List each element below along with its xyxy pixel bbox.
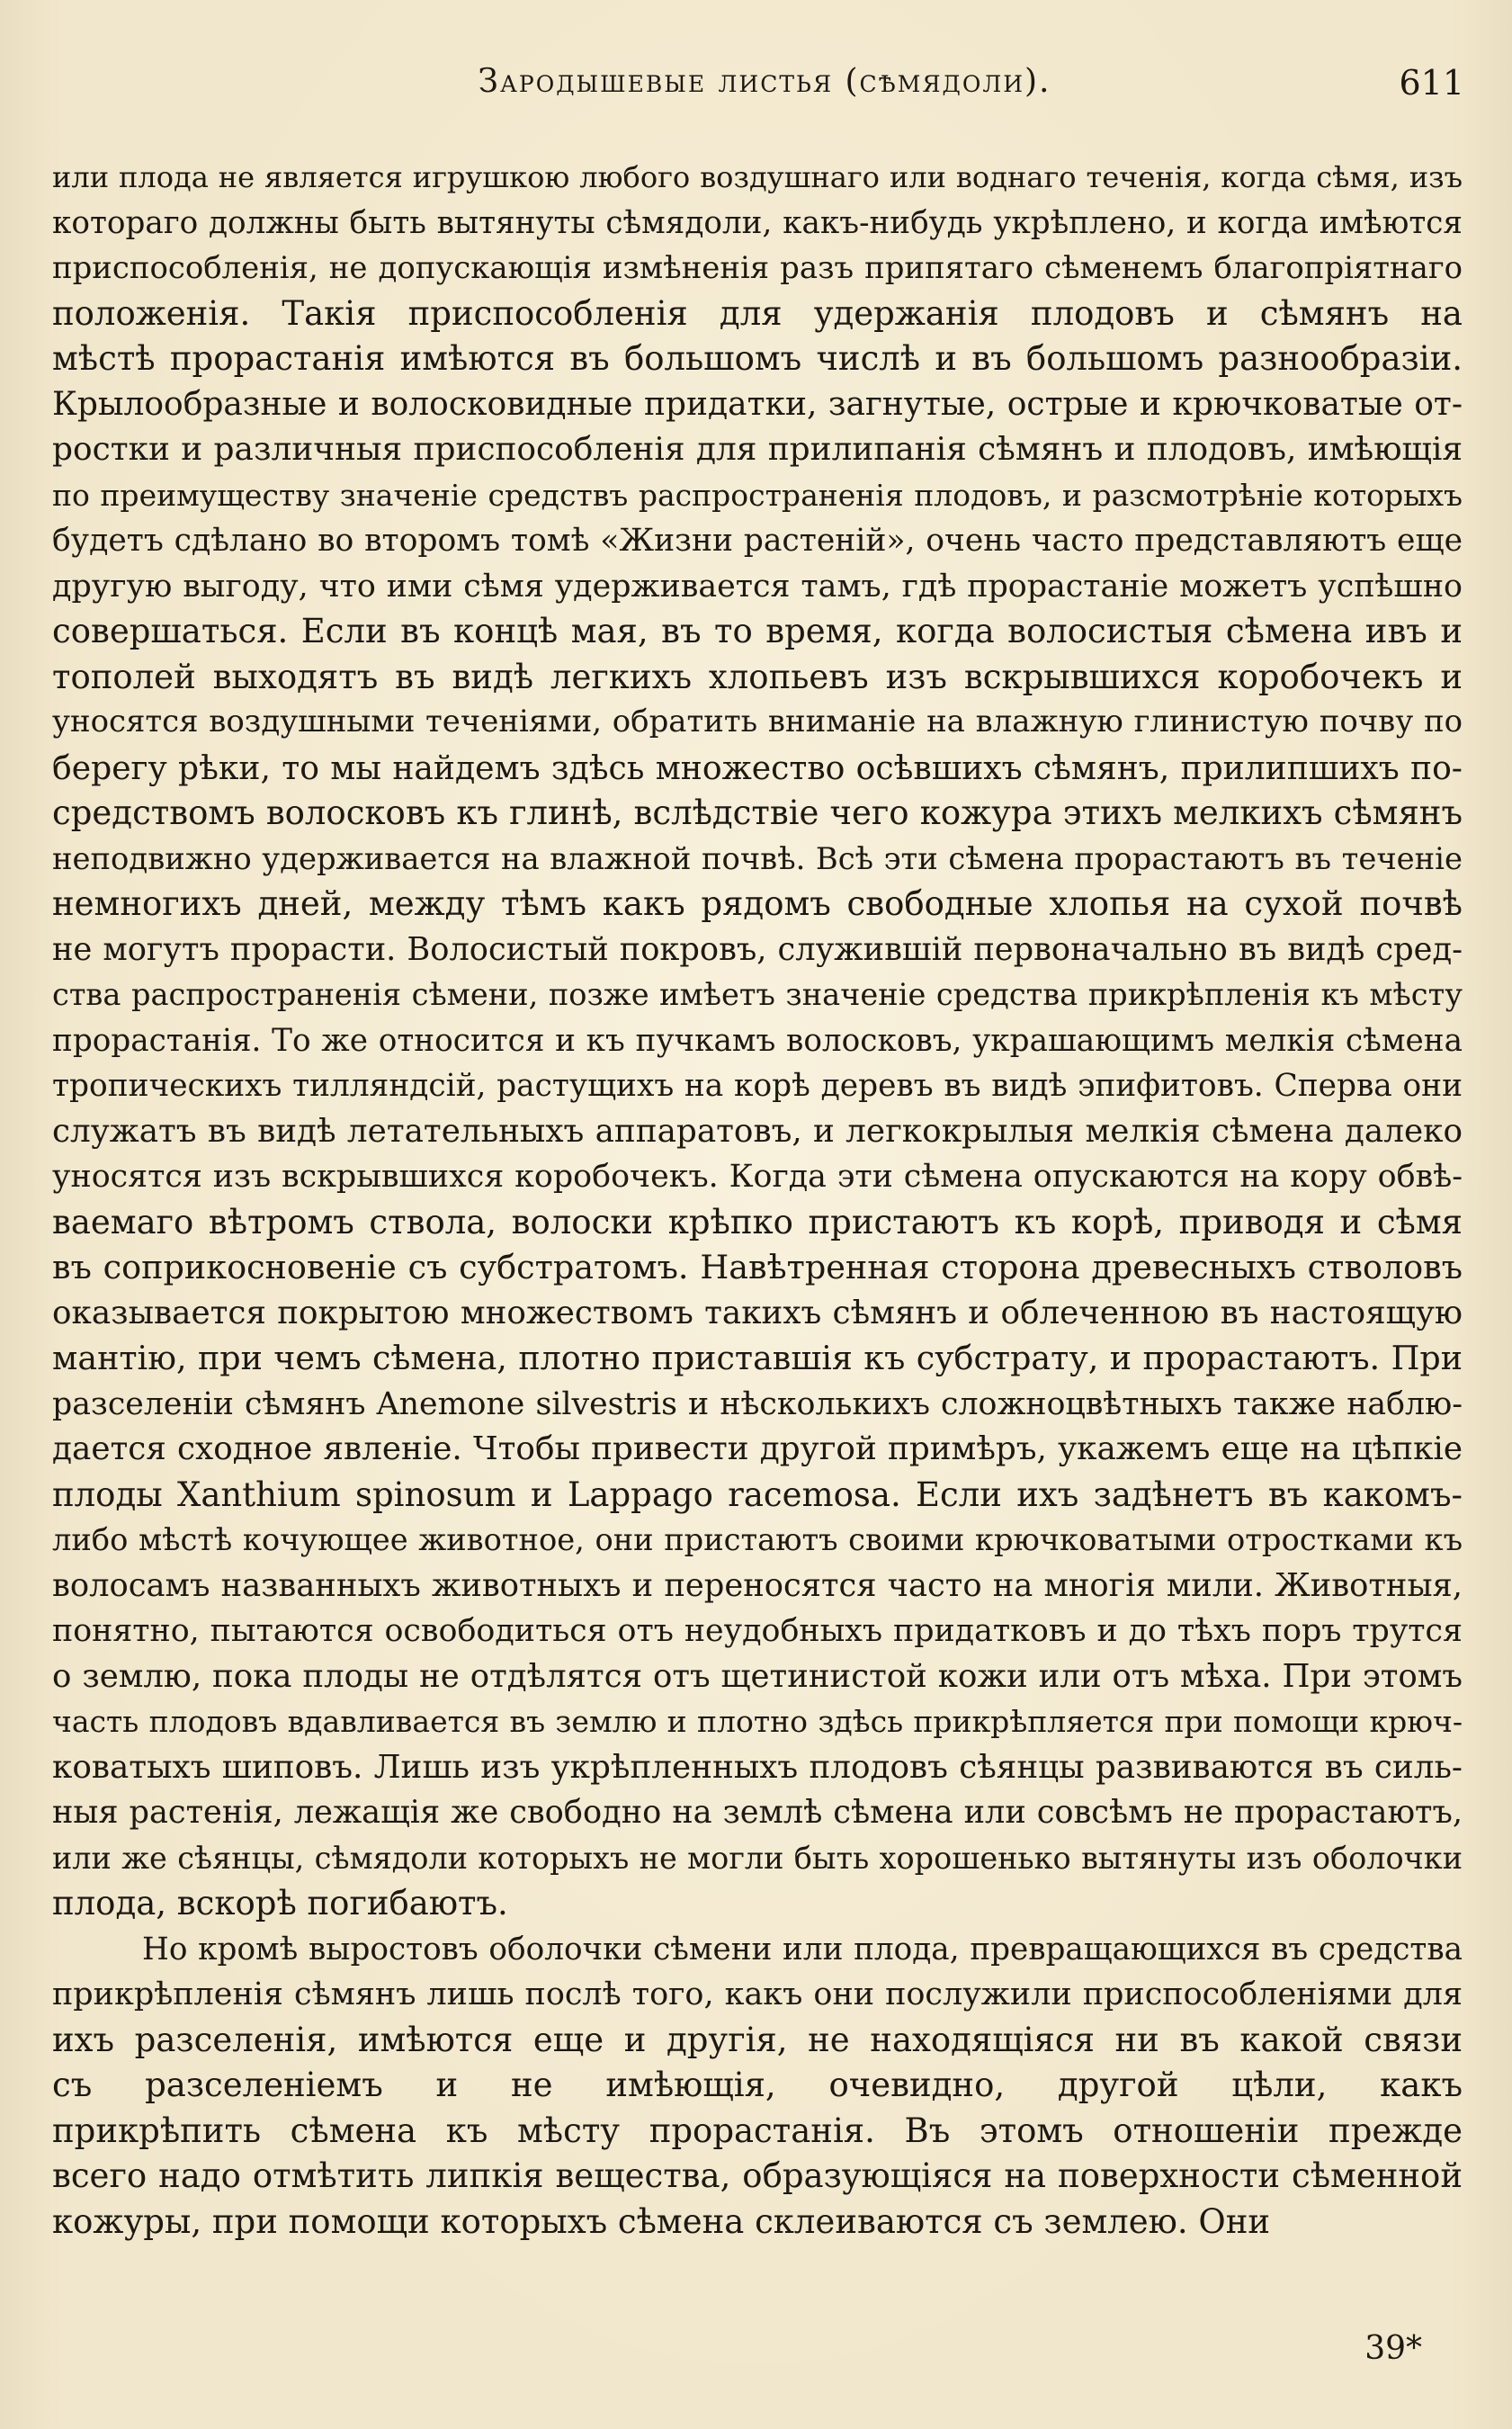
text-line: прикрѣпленія сѣмянъ лишь послѣ того, какъ они послужили приспособленіями для (52, 1976, 1463, 2012)
text-line: другую выгоду, что ими сѣмя удерживается тамъ, гдѣ прорастаніе можетъ успѣшно (52, 568, 1463, 605)
text-line: о землю, пока плоды не отдѣлятся отъ щетинистой кожи или отъ мѣха. При этомъ (52, 1657, 1463, 1695)
text-line: плоды Xanthium spinosum и Lappago racemosa. Если ихъ задѣнетъ въ какомъ- (52, 1474, 1463, 1514)
text-line: берегу рѣки, то мы найдемъ здѣсь множество осѣвшихъ сѣмянъ, прилипшихъ по- (52, 748, 1463, 787)
page-number: 611 (1399, 63, 1464, 103)
text-line: кожуры, при помощи которыхъ сѣмена склеиваются съ землею. Они (52, 2201, 1271, 2241)
text-line: коватыхъ шиповъ. Лишь изъ укрѣпленныхъ плодовъ сѣянцы развиваются въ силь- (52, 1748, 1463, 1786)
text-line: неподвижно удерживается на влажной почвѣ. Всѣ эти сѣмена прорастаютъ въ теченіе (52, 840, 1463, 876)
text-line: мантію, при чемъ сѣмена, плотно приставшія къ субстрату, и прорастаютъ. При (52, 1339, 1463, 1377)
text-line: или плода не является игрушкою любого воздушнаго или воднаго теченія, когда сѣмя, изъ (52, 160, 1463, 194)
body-text (52, 155, 1463, 2245)
text-line: тропическихъ тилляндсій, растущихъ на корѣ деревъ въ видѣ эпифитовъ. Сперва они (52, 1068, 1463, 1104)
text-line: ростки и различныя приспособленія для прилипанія сѣмянъ и плодовъ, имѣющія (52, 431, 1463, 468)
text-line: волосамъ названныхъ животныхъ и переносятся часто на многія мили. Животныя, (52, 1566, 1463, 1604)
text-line: дается сходное явленіе. Чтобы привести другой примѣръ, укажемъ еще на цѣпкіе (52, 1430, 1463, 1467)
text-line: немногихъ дней, между тѣмъ какъ рядомъ свободные хлопья на сухой почвѣ (52, 884, 1463, 923)
text-line: ства распространенія сѣмени, позже имѣетъ значеніе средства прикрѣпленія къ мѣсту (52, 977, 1463, 1012)
text-line: съ разселеніемъ и не имѣющія, очевидно, другой цѣли, какъ (52, 2066, 1463, 2104)
text-line: оказывается покрытою множествомъ такихъ сѣмянъ и облеченною въ настоящую (52, 1294, 1463, 1331)
text-line: прорастанія. То же относится и къ пучкамъ волосковъ, украшающимъ мелкія сѣмена (52, 1022, 1463, 1059)
text-line: будетъ сдѣлано во второмъ томѣ «Жизни растеній», очень часто представляютъ еще (52, 523, 1463, 559)
printer-signature-mark: 39* (1364, 2330, 1422, 2367)
text-line: или же сѣянцы, сѣмядоли которыхъ не могли быть хорошенько вытянуты изъ оболочки (52, 1840, 1463, 1876)
chapter-title: Зародышевые листья (сѣмядоли). (478, 63, 1051, 100)
text-line: совершаться. Если въ концѣ мая, въ то время, когда волосистыя сѣмена ивъ и (52, 612, 1463, 650)
text-line: уносятся воздушными теченіями, обратить вниманіе на влажную глинистую почву по (52, 704, 1463, 739)
text-line: уносятся изъ вскрывшихся коробочекъ. Когда эти сѣмена опускаются на кору обвѣ- (52, 1159, 1463, 1195)
text-line: либо мѣстѣ кочующее животное, они пристаютъ своими крючковатыми отростками къ (52, 1522, 1463, 1557)
text-line: Но кромѣ выростовъ оболочки сѣмени или плода, превращающихся въ средства (142, 1931, 1463, 1967)
text-line: служатъ въ видѣ летательныхъ аппаратовъ, и легкокрылыя мелкія сѣмена далеко (52, 1112, 1463, 1150)
text-line: средствомъ волосковъ къ глинѣ, вслѣдствіе чего кожура этихъ мелкихъ сѣмянъ (52, 793, 1463, 832)
text-line: приспособленія, не допускающія измѣненія разъ припятаго сѣменемъ благопріятнаго (52, 250, 1463, 285)
paragraph-1 (52, 155, 1463, 1927)
text-line: Крылообразные и волосковидные придатки, загнутые, острые и крючковатые от- (52, 385, 1463, 423)
text-line: по преимуществу значеніе средствъ распространенія плодовъ, и разсмотрѣніе которыхъ (52, 477, 1463, 513)
text-line: плода, вскорѣ погибаютъ. (52, 1884, 508, 1923)
text-line: понятно, пытаются освободиться отъ неудобныхъ придатковъ и до тѣхъ поръ трутся (52, 1613, 1463, 1649)
text-line: прикрѣпить сѣмена къ мѣсту прорастанія. Въ этомъ отношеніи прежде (52, 2111, 1463, 2150)
text-line: тополей выходятъ въ видѣ легкихъ хлопьевъ изъ вскрывшихся коробочекъ и (52, 657, 1463, 696)
text-line: мѣстѣ прорастанія имѣются въ большомъ числѣ и въ большомъ разнообразіи. (52, 339, 1463, 378)
text-line: ваемаго вѣтромъ ствола, волоски крѣпко пристаютъ къ корѣ, приводя и сѣмя (52, 1202, 1463, 1241)
paragraph-2 (52, 1927, 1463, 2245)
text-line: положенія. Такія приспособленія для удержанія плодовъ и сѣмянъ на (52, 293, 1463, 333)
text-line: въ соприкосновеніе съ субстратомъ. Навѣтренная сторона древесныхъ стволовъ (52, 1248, 1463, 1286)
text-line: ихъ разселенія, имѣются еще и другія, не находящіяся ни въ какой связи (52, 2020, 1463, 2059)
text-line: ныя растенія, лежащія же свободно на землѣ сѣмена или совсѣмъ не прорастаютъ, (52, 1794, 1463, 1831)
text-line: разселеніи сѣмянъ Anemone silvestris и нѣсколькихъ сложноцвѣтныхъ также наблю- (52, 1385, 1463, 1422)
running-head (54, 63, 1475, 117)
text-line: котораго должны быть вытянуты сѣмядоли, какъ-нибудь укрѣплено, и когда имѣются (52, 204, 1463, 241)
text-line: часть плодовъ вдавливается въ землю и плотно здѣсь прикрѣпляется при помощи крюч- (52, 1704, 1463, 1739)
text-line: не могутъ прорасти. Волосистый покровъ, служившій первоначально въ видѣ сред- (52, 930, 1463, 968)
text-line: всего надо отмѣтить липкія вещества, образующіяся на поверхности сѣменной (52, 2156, 1463, 2195)
